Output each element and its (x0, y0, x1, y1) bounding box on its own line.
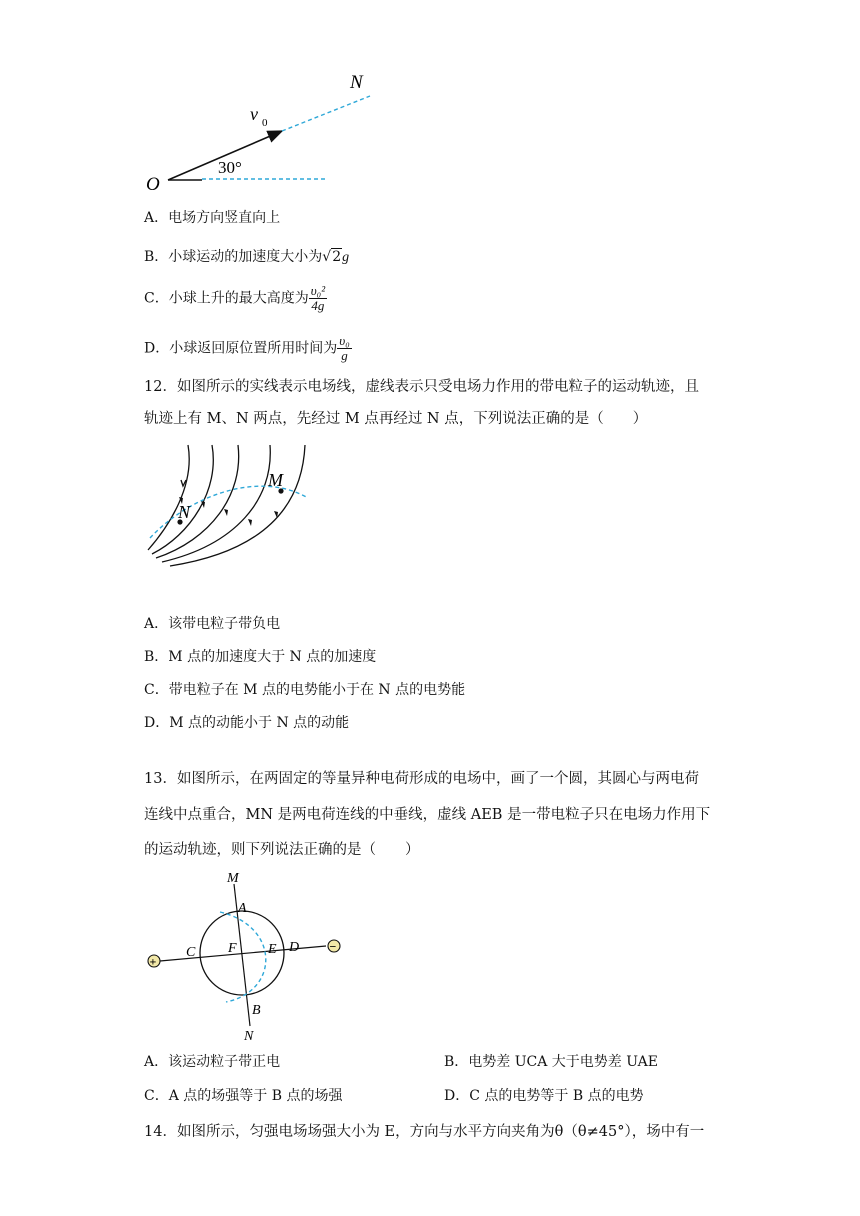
q12-stem-line2: 轨迹上有 M、N 两点，先经过 M 点再经过 N 点，下列说法正确的是（ ） (144, 411, 648, 427)
trajectory-dashed (282, 96, 370, 131)
label-B: B (252, 1003, 261, 1018)
q13-option-c: C．A 点的场强等于 B 点的场强 (144, 1088, 343, 1104)
trajectory-AEB (220, 912, 266, 1002)
q12-stem-line1: 12．如图所示的实线表示电场线，虚线表示只受电场力作用的带电粒子的运动轨迹，且 (144, 379, 699, 395)
plus-sign: + (149, 954, 157, 969)
q12-option-b: B．M 点的加速度大于 N 点的加速度 (144, 649, 377, 665)
q11-option-a: A．电场方向竖直向上 (144, 210, 281, 226)
q13-stem-line1: 13．如图所示，在两固定的等量异种电荷形成的电场中，画了一个圆，其圆心与两电荷 (144, 771, 699, 787)
label-v: v (250, 104, 258, 124)
label-M: M (227, 871, 239, 886)
label-D: D (289, 940, 300, 955)
field-arrows (179, 497, 278, 526)
q14-stem-line1: 14．如图所示，匀强电场场强大小为 E，方向与水平方向夹角为θ（θ≠45°），场中有一 (144, 1124, 705, 1140)
label-angle: 30° (218, 158, 242, 177)
q13-option-d: D．C 点的电势等于 B 点的电势 (444, 1088, 644, 1104)
q13-figure (140, 866, 360, 1044)
label-A: A (238, 901, 247, 916)
q13-option-b: B．电势差 UCA 大于电势差 UAE (444, 1054, 658, 1070)
label-C: C (186, 945, 196, 960)
label-O: O (146, 174, 160, 195)
q11-option-b: B．小球运动的加速度大小为√2g (144, 249, 350, 265)
q13-option-a: A．该运动粒子带正电 (144, 1054, 281, 1070)
q13-stem-line3: 的运动轨迹，则下列说法正确的是（ ） (144, 842, 420, 858)
label-N: N (244, 1029, 254, 1044)
label-v-sub: 0 (262, 117, 268, 129)
q12-option-c: C．带电粒子在 M 点的电势能小于在 N 点的电势能 (144, 682, 466, 698)
label-N: N (178, 502, 191, 522)
q11-option-d: D．小球返回原位置所用时间为 $\frac{\text{υ₀}}{g}$ (144, 333, 350, 363)
label-E: E (268, 942, 277, 957)
q11-option-c: C．小球上升的最大高度为 $\frac{\text{υ₀²}}{4g}$ (144, 283, 326, 313)
minus-sign: − (329, 939, 337, 954)
q12-figure (140, 440, 320, 570)
label-F: F (228, 941, 237, 956)
label-N: N (350, 72, 363, 93)
field-lines (148, 445, 305, 566)
q11-figure (140, 64, 380, 198)
label-M: M (268, 470, 283, 490)
q12-option-d: D．M 点的动能小于 N 点的动能 (144, 715, 350, 731)
particle-trajectory (150, 486, 308, 538)
q12-option-a: A．该带电粒子带负电 (144, 616, 281, 632)
q13-stem-line2: 连线中点重合，MN 是两电荷连线的中垂线，虚线 AEB 是一带电粒子只在电场力作用下 (144, 807, 711, 823)
